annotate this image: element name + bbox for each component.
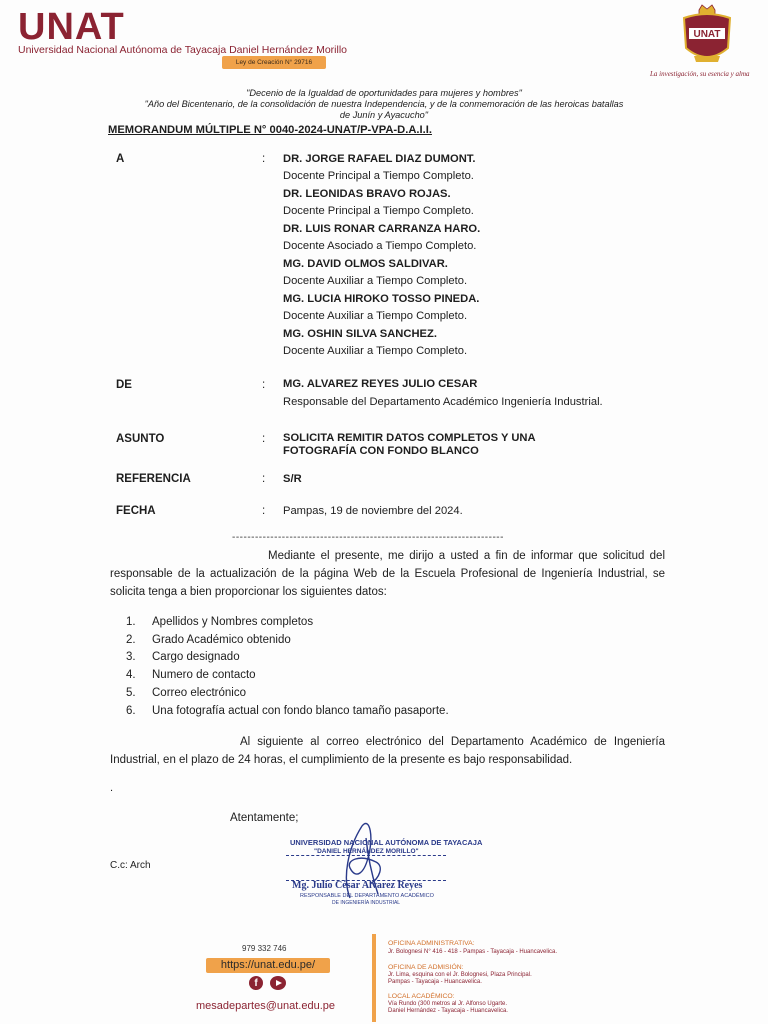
university-crest-icon: [672, 4, 742, 70]
requested-data-list: [126, 614, 449, 720]
office-address: Vía Rundo (300 metros al Jr. Alfonso Ugarte.: [388, 1001, 508, 1007]
office-title: OFICINA DE ADMISIÓN:: [388, 964, 464, 971]
field-label-asunto: ASUNTO: [116, 433, 165, 445]
university-name: Universidad Nacional Autónoma de Tayacaja Daniel Hernández Morillo: [18, 44, 347, 56]
signer-role: RESPONSABLE DEL DEPARTAMENTO ACADÉMICO: [300, 893, 434, 899]
stray-dot: .: [110, 782, 114, 794]
field-label-fecha: FECHA: [116, 505, 156, 517]
subject-line: SOLICITA REMITIR DATOS COMPLETOS Y UNA: [283, 432, 536, 444]
closing: Atentamente;: [230, 812, 299, 824]
recipient-name: DR. LEONIDAS BRAVO ROJAS.: [283, 188, 451, 200]
reference-value: S/R: [283, 473, 302, 485]
slogan: La investigación, su esencia y alma: [650, 70, 750, 78]
list-item: 1. Apellidos y Nombres completos: [126, 616, 314, 628]
stamp-university-subtitle: "DANIEL HERNÁNDEZ MORILLO": [314, 848, 419, 855]
facebook-icon[interactable]: f: [249, 976, 263, 990]
office-address: Jr. Bolognesi N° 416 - 418 - Pampas - Tayacaja - Huancavelica.: [388, 949, 558, 955]
youtube-icon[interactable]: [270, 976, 286, 990]
field-label-de: DE: [116, 379, 132, 391]
recipient-role: Docente Principal a Tiempo Completo.: [283, 170, 474, 182]
stamp-university: UNIVERSIDAD NACIONAL AUTÓNOMA DE TAYACAJA: [290, 838, 483, 847]
recipient-role: Docente Principal a Tiempo Completo.: [283, 205, 474, 217]
office-address: Jr. Lima, esquina con el Jr. Bolognesi, Plaza Principal.: [388, 972, 532, 978]
footer-divider: [372, 934, 376, 1022]
list-item: 6. Una fotografía actual con fondo blanco tamaño pasaporte.: [126, 704, 449, 717]
recipient-role: Docente Auxiliar a Tiempo Completo.: [283, 310, 468, 322]
recipient-role: Docente Asociado a Tiempo Completo.: [283, 240, 477, 252]
office-title: LOCAL ACADÉMICO:: [388, 993, 455, 1000]
field-label-referencia: REFERENCIA: [116, 473, 191, 485]
creation-law-badge: Ley de Creación N° 29716: [222, 56, 326, 69]
list-item: 5. Correo electrónico: [126, 686, 246, 699]
recipient-role: Docente Auxiliar a Tiempo Completo.: [283, 275, 468, 287]
body-paragraph: Mediante el presente, me dirijo a usted a fin de informar que solicitud del responsable de la actualización de la página Web de la Escuela Profesional de Ingeniería Industrial, se solicita tenga a bien proporcionar los siguientes datos:: [110, 550, 665, 598]
recipient-name: DR. LUIS RONAR CARRANZA HARO.: [283, 223, 481, 235]
list-item: 3. Cargo designado: [126, 651, 240, 664]
field-label-a: A: [116, 153, 125, 165]
field-colon: :: [262, 433, 266, 445]
recipient-name: MG. OSHIN SILVA SANCHEZ.: [283, 328, 437, 340]
recipient-name: DR. JORGE RAFAEL DIAZ DUMONT.: [283, 153, 476, 165]
body-paragraph: Al siguiente al correo electrónico del Departamento Académico de Ingeniería Industrial, en el plazo de 24 horas, el cumplimiento de la presente es bajo responsabilidad.: [110, 736, 665, 766]
field-colon: :: [262, 505, 266, 517]
unat-logo-text: UNAT: [18, 6, 125, 48]
sender-name: MG. ALVAREZ REYES JULIO CESAR: [283, 378, 478, 390]
subject-line: FOTOGRAFÍA CON FONDO BLANCO: [283, 445, 479, 457]
field-colon: :: [262, 379, 266, 391]
signer-role: DE INGENIERÍA INDUSTRIAL: [332, 900, 401, 906]
office-address: Pampas - Tayacaja - Huancavelica.: [388, 979, 482, 985]
recipient-role: Docente Auxiliar a Tiempo Completo.: [283, 345, 468, 357]
footer-phone: 979 332 746: [242, 944, 287, 953]
office-address: Daniel Hernández - Tayacaja - Huancavelica.: [388, 1008, 508, 1014]
list-item: 2. Grado Académico obtenido: [126, 633, 291, 646]
separator: -----------------------------------------------------------------------: [232, 532, 504, 543]
field-colon: :: [262, 153, 266, 165]
carbon-copy: C.c: Arch: [110, 860, 151, 871]
decree-line: "Decenio de la Igualdad de oportunidades para mujeres y hombres": [246, 88, 522, 98]
decree-line: de Junín y Ayacucho": [339, 110, 429, 120]
memo-title: MEMORANDUM MÚLTIPLE N° 0040-2024-UNAT/P-VPA-D.A.I.I.: [108, 124, 432, 136]
recipient-name: MG. LUCIA HIROKO TOSSO PINEDA.: [283, 293, 480, 305]
decree-line: "Año del Bicentenario, de la consolidación de nuestra Independencia, y de la conmemoración de las heroicas batallas: [144, 99, 624, 109]
recipient-name: MG. DAVID OLMOS SALDIVAR.: [283, 258, 448, 270]
signer-name: Mg. Julio César Alvarez Reyes: [292, 880, 423, 891]
crest-text: UNAT: [693, 29, 721, 40]
office-title: OFICINA ADMINISTRATIVA:: [388, 940, 475, 947]
sender-role: Responsable del Departamento Académico Ingeniería Industrial.: [283, 396, 603, 408]
field-colon: :: [262, 473, 266, 485]
list-item: 4. Numero de contacto: [126, 669, 256, 682]
footer-website-link[interactable]: https://unat.edu.pe/: [206, 958, 330, 973]
date-value: Pampas, 19 de noviembre del 2024.: [283, 505, 463, 517]
footer-email[interactable]: mesadepartes@unat.edu.pe: [196, 1000, 335, 1012]
